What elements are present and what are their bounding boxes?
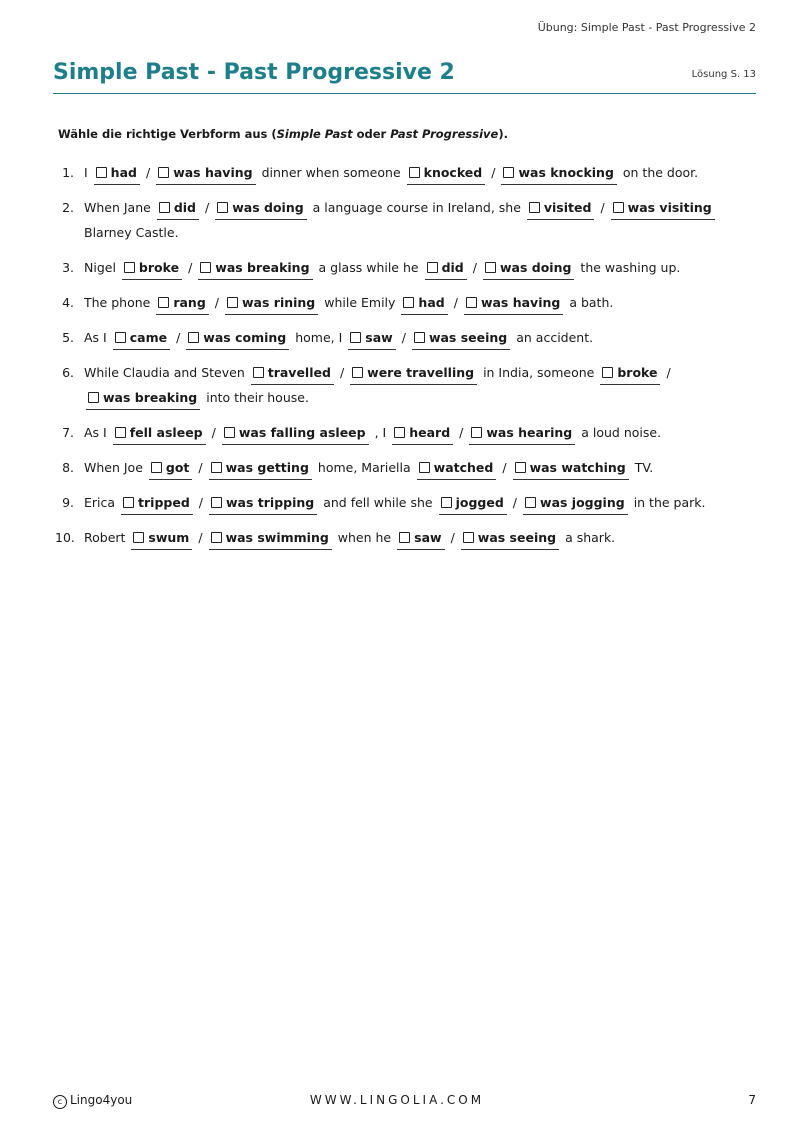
checkbox-icon[interactable]	[414, 332, 425, 343]
checkbox-icon[interactable]	[485, 262, 496, 273]
separator: /	[450, 530, 455, 545]
option-label: heard	[409, 425, 451, 440]
item-number: 2.	[62, 200, 74, 215]
separator: /	[491, 165, 496, 180]
page-title: Simple Past - Past Progressive 2	[53, 60, 455, 85]
sentence-text: I	[84, 165, 88, 180]
answer-option[interactable]	[209, 528, 332, 550]
answer-option[interactable]	[425, 258, 467, 280]
answer-option[interactable]	[469, 423, 575, 445]
sentence-text: a loud noise.	[581, 425, 662, 440]
separator: /	[198, 495, 203, 510]
checkbox-icon[interactable]	[613, 202, 624, 213]
separator: /	[211, 425, 216, 440]
sentence-text: while Emily	[324, 295, 396, 310]
checkbox-icon[interactable]	[123, 497, 134, 508]
exercise-item	[55, 490, 755, 515]
sentence-text: in India, someone	[483, 365, 595, 380]
exercise-item	[55, 255, 755, 280]
checkbox-icon[interactable]	[224, 427, 235, 438]
answer-option[interactable]	[407, 163, 486, 185]
option-label: was breaking	[103, 390, 198, 405]
answer-option[interactable]	[157, 198, 199, 220]
option-label: swum	[148, 530, 190, 545]
option-label: was hearing	[486, 425, 573, 440]
answer-option[interactable]	[483, 258, 574, 280]
separator: /	[214, 295, 219, 310]
sentence-text: While Claudia and Steven	[84, 365, 245, 380]
exercise-item	[55, 455, 755, 480]
option-label: was swimming	[225, 530, 329, 545]
exercise-item	[55, 525, 755, 550]
option-label: watched	[433, 460, 494, 475]
answer-option[interactable]	[461, 528, 559, 550]
page-number: 7	[748, 1093, 756, 1107]
instruction	[58, 127, 508, 141]
answer-option[interactable]	[611, 198, 715, 220]
option-label: was jogging	[540, 495, 625, 510]
option-label: tripped	[138, 495, 190, 510]
item-number: 6.	[62, 365, 74, 380]
sentence-text: an accident.	[516, 330, 594, 345]
sentence-text: a bath.	[569, 295, 614, 310]
separator: /	[188, 260, 193, 275]
checkbox-icon[interactable]	[466, 297, 477, 308]
answer-option[interactable]	[225, 293, 318, 315]
separator: /	[145, 165, 151, 180]
checkbox-icon[interactable]	[515, 462, 526, 473]
exercise-item	[55, 290, 755, 315]
answer-option[interactable]	[401, 293, 447, 315]
exercise-list	[55, 160, 755, 560]
separator: /	[459, 425, 464, 440]
option-label: was having	[173, 165, 253, 180]
checkbox-icon[interactable]	[399, 532, 410, 543]
separator: /	[339, 365, 345, 380]
sentence-text: TV.	[634, 460, 654, 475]
answer-option[interactable]	[222, 423, 369, 445]
checkbox-icon[interactable]	[409, 167, 420, 178]
checkbox-icon[interactable]	[602, 367, 613, 378]
option-label: got	[165, 460, 190, 475]
option-label: was tripping	[226, 495, 315, 510]
item-number: 7.	[62, 425, 74, 440]
answer-option[interactable]	[156, 293, 208, 315]
option-label: did	[441, 260, 464, 275]
answer-option[interactable]	[113, 423, 206, 445]
option-label: knocked	[423, 165, 483, 180]
answer-option[interactable]	[198, 258, 312, 280]
separator: /	[600, 200, 605, 215]
checkbox-icon[interactable]	[158, 167, 169, 178]
answer-option[interactable]	[397, 528, 444, 550]
option-label: were travelling	[367, 365, 475, 380]
item-number: 10.	[55, 530, 75, 545]
option-label: was having	[480, 295, 561, 310]
instruction-text: Wähle die richtige Verbform aus (	[58, 127, 277, 141]
separator: /	[401, 330, 406, 345]
item-number: 8.	[62, 460, 74, 475]
checkbox-icon[interactable]	[88, 392, 99, 403]
sentence-text: Nigel	[84, 260, 116, 275]
checkbox-icon[interactable]	[253, 367, 264, 378]
answer-option[interactable]	[215, 198, 306, 220]
checkbox-icon[interactable]	[115, 427, 126, 438]
separator: /	[198, 530, 203, 545]
option-label: was rining	[242, 295, 316, 310]
option-label: had	[418, 295, 445, 310]
separator: /	[453, 295, 458, 310]
checkbox-icon[interactable]	[441, 497, 452, 508]
sentence-text: into their house.	[206, 390, 309, 405]
solution-reference: Lösung S. 13	[691, 69, 756, 80]
answer-option[interactable]	[412, 328, 510, 350]
sentence-text: and fell while she	[323, 495, 433, 510]
separator: /	[198, 460, 203, 475]
sentence-text: dinner when someone	[261, 165, 401, 180]
checkbox-icon[interactable]	[133, 532, 144, 543]
option-label: saw	[414, 530, 442, 545]
answer-option[interactable]	[209, 493, 317, 515]
item-number: 4.	[62, 295, 74, 310]
instruction-term-simple-past: Simple Past	[276, 127, 353, 141]
checkbox-icon[interactable]	[211, 532, 222, 543]
answer-option[interactable]	[94, 163, 140, 185]
answer-option[interactable]	[186, 328, 289, 350]
checkbox-icon[interactable]	[227, 297, 238, 308]
separator: /	[176, 330, 181, 345]
separator: /	[472, 260, 477, 275]
option-label: travelled	[267, 365, 331, 380]
sentence-text: a language course in Ireland, she	[312, 200, 521, 215]
checkbox-icon[interactable]	[96, 167, 107, 178]
instruction-text: ).	[498, 127, 508, 141]
answer-option[interactable]	[122, 258, 182, 280]
exercise-item	[55, 160, 755, 185]
answer-option[interactable]	[251, 363, 334, 385]
answer-option[interactable]	[523, 493, 628, 515]
answer-option[interactable]	[527, 198, 595, 220]
option-label: was doing	[499, 260, 572, 275]
copyright-icon: c	[53, 1095, 67, 1109]
sentence-text: Erica	[84, 495, 116, 510]
exercise-item	[55, 420, 755, 445]
instruction-term-past-progressive: Past Progressive	[390, 127, 499, 141]
answer-option[interactable]	[131, 528, 192, 550]
checkbox-icon[interactable]	[158, 297, 169, 308]
option-label: was getting	[225, 460, 309, 475]
answer-option[interactable]	[513, 458, 629, 480]
option-label: was doing	[232, 200, 304, 215]
checkbox-icon[interactable]	[200, 262, 211, 273]
item-number: 1.	[62, 165, 74, 180]
footer-website: WWW.LINGOLIA.COM	[309, 1093, 485, 1107]
exercise-item	[55, 195, 755, 245]
option-label: broke	[617, 365, 658, 380]
answer-option[interactable]	[417, 458, 497, 480]
option-label: saw	[365, 330, 393, 345]
separator: /	[666, 365, 671, 380]
item-number: 3.	[62, 260, 74, 275]
option-label: was watching	[529, 460, 626, 475]
sentence-text: The phone	[84, 295, 151, 310]
answer-option[interactable]	[348, 328, 395, 350]
sentence-text: home, I	[295, 330, 343, 345]
checkbox-icon[interactable]	[115, 332, 126, 343]
checkbox-icon[interactable]	[217, 202, 228, 213]
answer-option[interactable]	[209, 458, 312, 480]
sentence-text: in the park.	[633, 495, 706, 510]
sentence-text: a shark.	[565, 530, 616, 545]
answer-option[interactable]	[501, 163, 616, 185]
instruction-text: oder	[352, 127, 391, 141]
sentence-text: When Jane	[84, 200, 151, 215]
option-label: was breaking	[215, 260, 310, 275]
answer-option[interactable]	[600, 363, 660, 385]
option-label: broke	[138, 260, 180, 275]
checkbox-icon[interactable]	[188, 332, 199, 343]
option-label: rang	[173, 295, 206, 310]
sentence-text: When Joe	[84, 460, 143, 475]
answer-option[interactable]	[121, 493, 193, 515]
copyright-holder: Lingo4you	[70, 1093, 133, 1107]
checkbox-icon[interactable]	[463, 532, 474, 543]
checkbox-icon[interactable]	[403, 297, 414, 308]
item-number: 5.	[62, 330, 74, 345]
item-number: 9.	[62, 495, 74, 510]
option-label: was coming	[203, 330, 287, 345]
title-divider	[53, 93, 756, 94]
sentence-text: As I	[84, 425, 107, 440]
answer-option[interactable]	[113, 328, 170, 350]
option-label: fell asleep	[129, 425, 203, 440]
option-label: came	[129, 330, 168, 345]
answer-option[interactable]	[464, 293, 563, 315]
option-label: was knocking	[518, 165, 614, 180]
answer-option[interactable]	[350, 363, 477, 385]
exercise-item	[55, 325, 755, 350]
option-label: did	[173, 200, 196, 215]
checkbox-icon[interactable]	[159, 202, 170, 213]
sentence-text: , I	[374, 425, 387, 440]
sentence-text: when he	[337, 530, 392, 545]
checkbox-icon[interactable]	[352, 367, 363, 378]
option-label: visited	[543, 200, 592, 215]
checkbox-icon[interactable]	[151, 462, 162, 473]
sentence-text: the washing up.	[580, 260, 681, 275]
separator: /	[502, 460, 507, 475]
document-header-label: Übung: Simple Past - Past Progressive 2	[537, 21, 756, 34]
checkbox-icon[interactable]	[471, 427, 482, 438]
option-label: was falling asleep	[238, 425, 366, 440]
sentence-text: Blarney Castle.	[84, 225, 179, 240]
answer-option[interactable]	[439, 493, 507, 515]
option-label: was visiting	[627, 200, 712, 215]
option-label: jogged	[455, 495, 504, 510]
checkbox-icon[interactable]	[529, 202, 540, 213]
separator: /	[205, 200, 210, 215]
checkbox-icon[interactable]	[124, 262, 135, 273]
checkbox-icon[interactable]	[503, 167, 514, 178]
checkbox-icon[interactable]	[350, 332, 361, 343]
checkbox-icon[interactable]	[211, 497, 222, 508]
sentence-text: a glass while he	[318, 260, 419, 275]
option-label: was seeing	[477, 530, 557, 545]
option-label: was seeing	[428, 330, 508, 345]
sentence-text: home, Mariella	[317, 460, 411, 475]
option-label: had	[110, 165, 137, 180]
answer-option[interactable]	[149, 458, 193, 480]
checkbox-icon[interactable]	[211, 462, 222, 473]
checkbox-icon[interactable]	[525, 497, 536, 508]
answer-option[interactable]	[392, 423, 453, 445]
checkbox-icon[interactable]	[394, 427, 405, 438]
sentence-text: on the door.	[622, 165, 699, 180]
answer-option[interactable]	[156, 163, 255, 185]
exercise-item	[55, 360, 755, 410]
separator: /	[512, 495, 518, 510]
checkbox-icon[interactable]	[427, 262, 438, 273]
sentence-text: As I	[84, 330, 107, 345]
checkbox-icon[interactable]	[419, 462, 430, 473]
answer-option[interactable]	[86, 388, 200, 410]
sentence-text: Robert	[84, 530, 126, 545]
